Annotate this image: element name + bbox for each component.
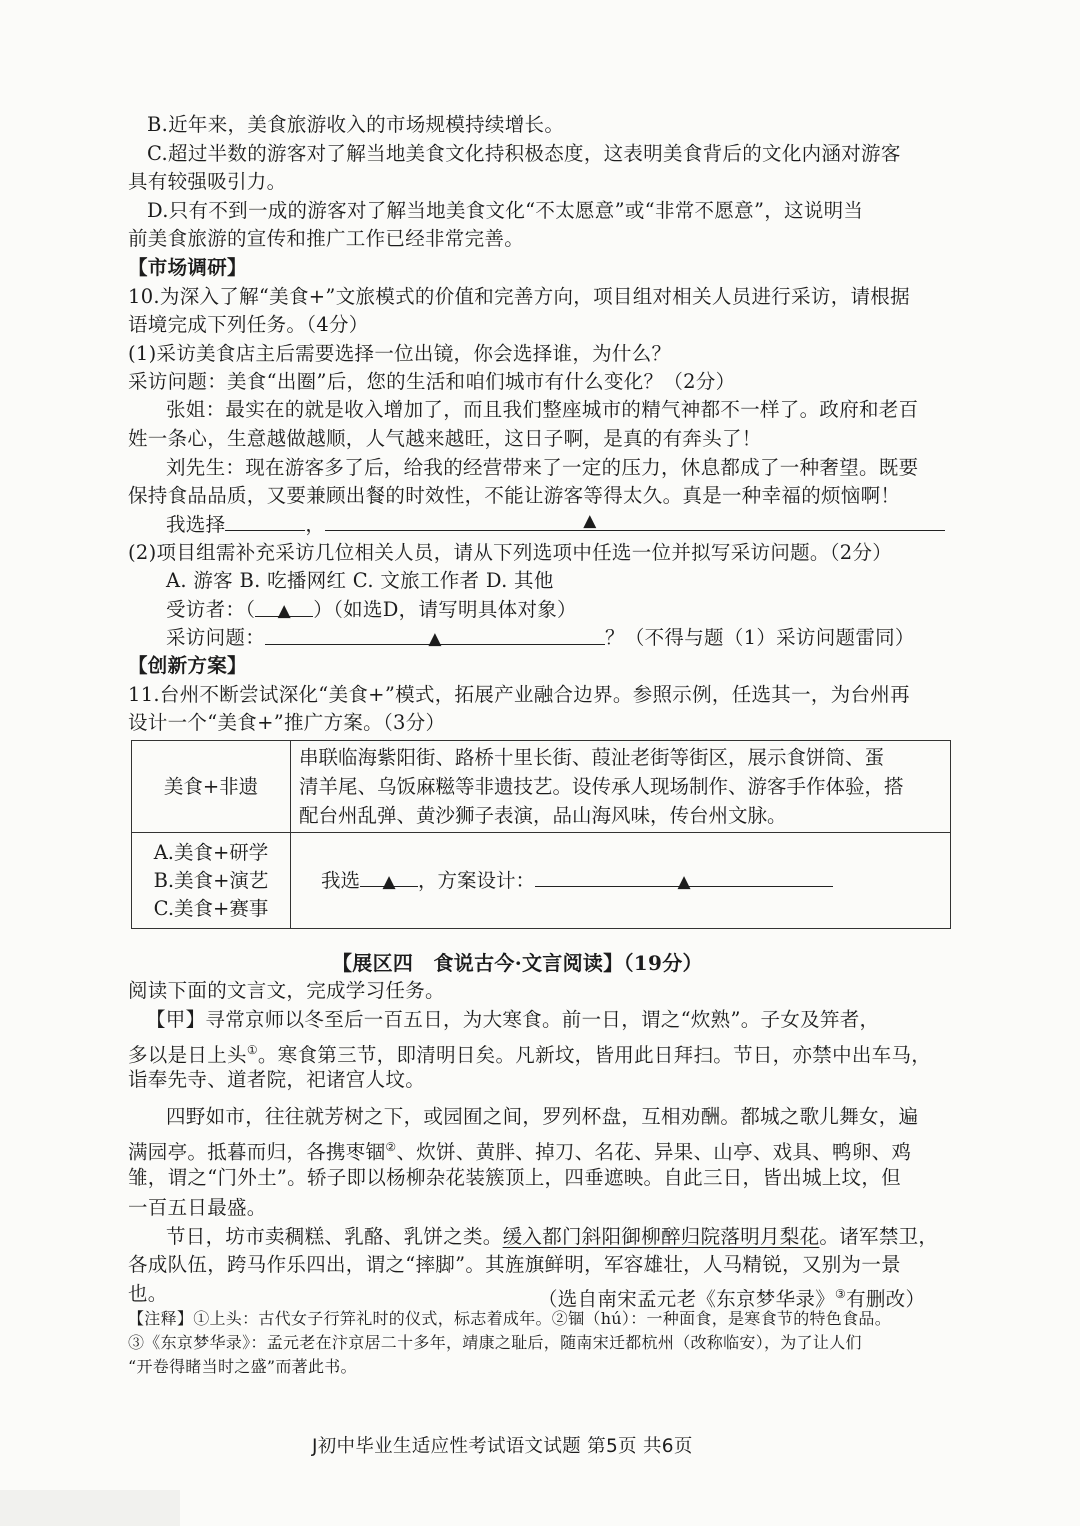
choose-label: 我选择 — [166, 513, 226, 536]
notes-line2: ③《东京梦华录》：孟元老在汴京居二十多年，靖康之耻后，随南宋迁都杭州（改称临安），为了让人们 — [128, 1333, 862, 1352]
comma: ， — [305, 513, 326, 536]
note-marker-2: ② — [385, 1140, 397, 1154]
notes-line1: 【注释】①上头：古代女子行笄礼时的仪式，标志着成年。②锢（hú）：一种面食，是寒食节的特色食品。 — [128, 1309, 892, 1328]
note-marker-1: ① — [246, 1043, 258, 1057]
answer-triangle-icon: ▲ — [277, 601, 291, 621]
classical-text: 。诸军禁卫， — [819, 1225, 939, 1248]
answer-triangle-icon: ▲ — [583, 511, 597, 531]
classical-text: 、炊饼、黄胖、掉刀、名花、异果、山亭、戏具、鸭卵、鸡 — [396, 1140, 912, 1164]
zhang-answer-line2: 姓一条心，生意越做越顺，人气越来越旺，这日子啊，是真的有奔头了！ — [128, 427, 762, 450]
notes-line3: “开卷得睹当时之盛”而著此书。 — [128, 1357, 357, 1376]
answer-cell — [291, 833, 951, 929]
classical-p1-line3: 诣奉先寺、道者院，祀诸宫人坟。 — [128, 1068, 426, 1091]
plan-table — [131, 740, 951, 929]
example-text-line1: 串联临海紫阳街、路桥十里长街、葭沚老街等街区，展示食饼筒、蛋 — [299, 746, 885, 769]
question-note: ？（不得与题（1）采访问题雷同） — [605, 626, 915, 649]
q10-stem-line1: 10.为深入了解“美食+”文旅模式的价值和完善方向，项目组对相关人员进行采访，请根据 — [128, 285, 910, 308]
classical-p2-line3: 雏，谓之“门外土”。轿子即以杨柳杂花装簇顶上，四垂遮映。自此三日，皆出城上坟，但 — [128, 1166, 901, 1189]
q9-option-c-line1: C.超过半数的游客对了解当地美食文化持积极态度，这表明美食背后的文化内涵对游客 — [147, 142, 901, 165]
zhang-answer-line1: 张姐：最实在的就是收入增加了，而且我们整座城市的精气神都不一样了。政府和老百 — [166, 398, 919, 421]
answer-triangle-icon: ▲ — [428, 629, 442, 649]
classical-text: 多以是日上头 — [128, 1043, 247, 1067]
classical-p2-line4: 一百五日最盛。 — [128, 1196, 267, 1219]
note-marker-3: ③ — [835, 1287, 847, 1301]
classical-text: 节日，坊市卖稠糕、乳酪、乳饼之类。 — [166, 1225, 503, 1248]
liu-answer-line1: 刘先生：现在游客多了后，给我的经营带来了一定的压力，休息都成了一种奢望。既要 — [166, 456, 919, 479]
q10-part1: (1)采访美食店主后需要选择一位出镜，你会选择谁，为什么？ — [128, 342, 672, 365]
q9-option-c-line2: 具有较强吸引力。 — [128, 170, 287, 193]
section-heading-innovation: 【创新方案】 — [128, 654, 247, 677]
plan-blank[interactable] — [535, 866, 833, 892]
option-b: B.美食+演艺 — [153, 868, 269, 892]
q10-part2: (2)项目组需补充采访几位相关人员，请从下列选项中任选一位并拟写采访问题。（2分） — [128, 541, 893, 564]
interviewee-note: ）（如选D，请写明具体对象） — [313, 598, 577, 621]
example-text-line3: 配台州乱弹、黄沙狮子表演，品山海风味，传台州文脉。 — [299, 804, 787, 827]
my-choice-label: 我选 — [321, 869, 361, 892]
question-label: 采访问题： — [166, 626, 266, 649]
q10-part2-options: A. 游客 B. 吃播网红 C. 文旅工作者 D. 其他 — [166, 569, 554, 592]
example-text — [291, 741, 951, 833]
classical-p3-line1 — [166, 1223, 938, 1251]
choose-blank[interactable] — [225, 510, 305, 531]
choose-row — [166, 510, 945, 539]
q10-stem-line2: 语境完成下列任务。（4分） — [128, 313, 369, 336]
interviewee-row — [166, 596, 577, 624]
classical-p1-line2 — [128, 1036, 931, 1070]
source-text: （选自南宋孟元老《东京梦华录》 — [538, 1287, 836, 1311]
classical-text: 满园亭。抵暮而归，各携枣锢 — [128, 1140, 386, 1164]
q11-stem-line2: 设计一个“美食+”推广方案。（3分） — [128, 711, 446, 734]
q11-stem-line1: 11.台州不断尝试深化“美食+”模式，拓展产业融合边界。参照示例，任选其一，为台州再 — [128, 683, 910, 706]
scan-shadow — [0, 1490, 180, 1526]
page-footer: J初中毕业生适应性考试语文试题 第5页 共6页 — [312, 1436, 693, 1457]
answer-triangle-icon: ▲ — [382, 872, 396, 892]
liu-answer-line2: 保持食品品质，又要兼顾出餐的时效性，不能让游客等得太久。真是一种幸福的烦恼啊！ — [128, 484, 901, 507]
answer-triangle-icon: ▲ — [677, 872, 691, 892]
section4-intro: 阅读下面的文言文，完成学习任务。 — [128, 979, 445, 1002]
option-c: C.美食+赛事 — [153, 896, 269, 920]
classical-p2-line1: 四野如市，往往就芳树之下，或园囿之间，罗列杯盘，互相劝酬。都城之歌儿舞女，遍 — [166, 1105, 919, 1128]
interview-question-blank[interactable] — [265, 624, 605, 649]
interviewee-label: 受访者：（ — [166, 598, 256, 621]
q10-part1-question: 采访问题：美食“出圈”后，您的生活和咱们城市有什么变化？（2分） — [128, 370, 736, 393]
q9-option-d-line1: D.只有不到一成的游客对了解当地美食文化“不太愿意”或“非常不愿意”，这说明当 — [147, 199, 864, 222]
classical-p2-line2 — [128, 1133, 911, 1167]
classical-text: 。寒食第三节，即清明日矣。凡新坟，皆用此日拜扫。节日，亦禁中出车马， — [257, 1043, 932, 1067]
example-text-line2: 清羊尾、乌饭麻糍等非遗技艺。设传承人现场制作、游客手作体验，搭 — [299, 775, 904, 798]
q9-option-b: B.近年来，美食旅游收入的市场规模持续增长。 — [147, 113, 565, 136]
interview-question-row — [166, 624, 915, 652]
choice-blank[interactable] — [360, 866, 418, 892]
section-heading-market: 【市场调研】 — [128, 256, 247, 279]
plan-label: ，方案设计： — [418, 869, 536, 892]
section4-title: 【展区四 食说古今·文言阅读】（19分） — [332, 951, 703, 975]
option-list — [132, 833, 291, 929]
classical-p3-line3: 也。 — [128, 1282, 168, 1305]
source-text: 有删改） — [846, 1287, 926, 1311]
example-label: 美食+非遗 — [132, 741, 291, 833]
classical-p1-line1: 【甲】寻常京师以冬至后一百五日，为大寒食。前一日，谓之“炊熟”。子女及笄者， — [146, 1008, 880, 1031]
reason-blank[interactable] — [325, 510, 945, 531]
interviewee-blank[interactable] — [255, 596, 313, 621]
underlined-sentence: 缓入都门斜阳御柳醉归院落明月梨花 — [502, 1225, 820, 1248]
classical-p3-line2: 各成队伍，跨马作乐四出，谓之“摔脚”。其旌旗鲜明，军容雄壮，人马精锐，又别为一景 — [128, 1253, 901, 1276]
option-a: A.美食+研学 — [153, 840, 269, 864]
q9-option-d-line2: 前美食旅游的宣传和推广工作已经非常完善。 — [128, 227, 525, 250]
